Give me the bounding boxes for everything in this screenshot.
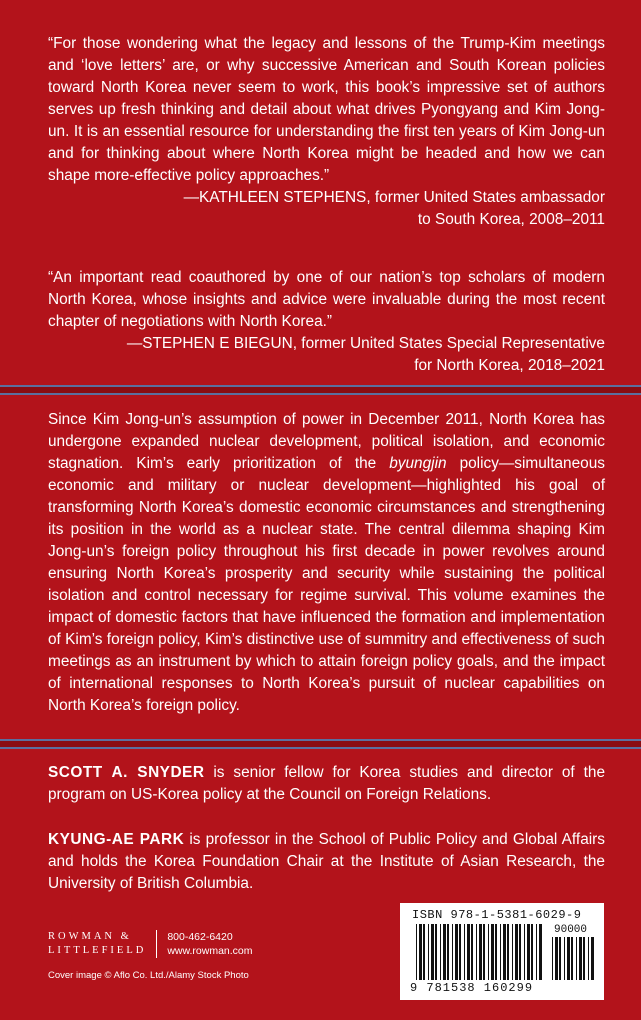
endorsement-quote-2 bbox=[48, 267, 605, 377]
cover-image-credit: Cover image © Aflo Co. Ltd./Alamy Stock Photo bbox=[48, 970, 249, 981]
quote-text: “An important read coauthored by one of our nation’s top scholars of modern North Korea, whose insights and advice were invaluable during the most recent chapter of negotiations with North Korea.” bbox=[48, 269, 605, 330]
author-bio-1 bbox=[48, 762, 605, 806]
author-name: KYUNG-AE PARK bbox=[48, 831, 185, 848]
publisher-name-line1: ROWMAN & bbox=[48, 931, 132, 942]
author-bio-text: is senior fellow for Korea studies and director of the program on US-Korea policy at the Council on Foreign Relations. bbox=[48, 764, 605, 803]
isbn-label: ISBN 978-1-5381-6029-9 bbox=[412, 908, 582, 922]
isbn-barcode bbox=[400, 903, 604, 1000]
price-barcode-bars-icon bbox=[552, 937, 596, 980]
publisher-block bbox=[48, 930, 253, 958]
quote-attribution: —STEPHEN E BIEGUN, former United States Special Representative bbox=[126, 335, 605, 352]
barcode-bars-icon bbox=[416, 924, 544, 980]
book-description bbox=[48, 409, 605, 717]
publisher-phone: 800-462-6420 bbox=[167, 931, 233, 943]
author-name: SCOTT A. SNYDER bbox=[48, 764, 205, 781]
quote-text: “For those wondering what the legacy and lessons of the Trump-Kim meetings and ‘love letters’ are, or why successive American and South Korean policies toward North Korea never seem to work, this book’s impressive set of authors serves up fresh thinking and detail about what drives Pyongyang and Kim Jong-un. It is an essential resource for understanding the first ten years of Kim Jong-un and for thinking about where North Korea might be headed and how we can shape more-effective policy approaches.” bbox=[48, 35, 605, 184]
description-italic-term: byungjin bbox=[389, 455, 447, 472]
description-text: Since Kim Jong-un’s assumption of power in December 2011, North Korea has undergone expanded nuclear development, political isolation, and economic stagnation. Kim’s early prioritization of the bbox=[48, 411, 605, 472]
quote-attribution: —KATHLEEN STEPHENS, former United States ambassador bbox=[183, 189, 605, 206]
publisher-logo bbox=[48, 930, 157, 958]
publisher-website: www.rowman.com bbox=[167, 945, 253, 957]
quote-attribution-continued: to South Korea, 2008–2011 bbox=[417, 211, 605, 228]
price-code: 90000 bbox=[554, 924, 588, 936]
author-bio-text: is professor in the School of Public Policy and Global Affairs and holds the Korea Foundation Chair at the Institute of Asian Research, the University of British Columbia. bbox=[48, 831, 605, 892]
author-bio-2 bbox=[48, 829, 605, 895]
description-text-continued: policy—simultaneous economic and military or nuclear development—highlighted his goal of transforming North Korea’s domestic economic circumstances and strengthening its position in the world as a nuclear state. The central dilemma shaping Kim Jong-un’s foreign policy throughout his first decade in power revolves around ensuring North Korea’s prosperity and security while sustaining the political isolation and control necessary for regime survival. This volume examines the impact of domestic factors that have influenced the formation and implementation of Kim’s foreign policy, Kim’s distinctive use of summitry and effectiveness of such meetings as an instrument by which to attain foreign policy goals, and the impact of international responses to North Korea’s pursuit of nuclear capabilities on North Korea’s foreign policy. bbox=[48, 455, 605, 714]
divider-rule bbox=[0, 385, 641, 395]
publisher-contact bbox=[157, 930, 252, 958]
quote-attribution-continued: for North Korea, 2018–2021 bbox=[414, 357, 605, 374]
divider-rule bbox=[0, 739, 641, 749]
endorsement-quote-1 bbox=[48, 33, 605, 231]
publisher-name-line2: LITTLEFIELD bbox=[48, 945, 147, 956]
barcode-digits: 9 781538 160299 bbox=[410, 981, 534, 995]
